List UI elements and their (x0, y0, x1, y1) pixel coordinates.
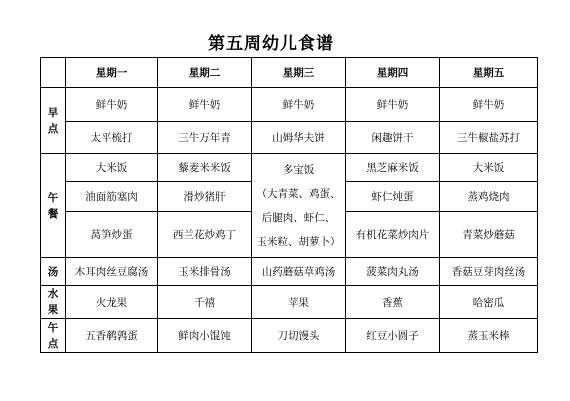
combo-line: 后腿肉、虾仁、 (261, 211, 336, 224)
snack-label: 午点 (41, 319, 66, 353)
corner-cell (41, 58, 66, 88)
soup-item: 玉米排骨汤 (158, 258, 252, 286)
page-title-text: 第五周幼儿食谱 (208, 34, 334, 54)
fruit-label: 水果 (41, 286, 66, 319)
breakfast-item: 鲜牛奶 (66, 88, 158, 122)
snack-item: 五香鹌鹑蛋 (66, 319, 158, 353)
lunch-item: 蒸鸡烧肉 (440, 182, 538, 212)
header-row (41, 58, 538, 88)
lunch-item: 有机花菜炒肉片 (346, 212, 440, 258)
soup-row (41, 258, 538, 286)
breakfast-item: 鲜牛奶 (346, 88, 440, 122)
combo-line: 多宝饭 (282, 163, 315, 176)
snack-item: 红豆小圆子 (346, 319, 440, 353)
breakfast-item: 山姆华夫饼 (252, 122, 346, 154)
soup-item: 菠菜肉丸汤 (346, 258, 440, 286)
fruit-item: 哈密瓜 (440, 286, 538, 319)
lunch-item: 黑芝麻米饭 (346, 154, 440, 182)
day-monday: 星期一 (66, 58, 158, 88)
fruit-item: 千禧 (158, 286, 252, 319)
lunch-item: 滑炒猪肝 (158, 182, 252, 212)
lunch-item: 莴笋炒蛋 (66, 212, 158, 258)
lunch-item: 虾仁炖蛋 (346, 182, 440, 212)
breakfast-item: 鲜牛奶 (158, 88, 252, 122)
day-wednesday: 星期三 (252, 58, 346, 88)
lunch-item: 藜麦米米饭 (158, 154, 252, 182)
day-tuesday: 星期二 (158, 58, 252, 88)
lunch-row-1 (41, 154, 538, 182)
combo-line: （大青菜、鸡蛋、 (256, 187, 341, 200)
breakfast-item: 三牛万年青 (158, 122, 252, 154)
combo-line: 玉米粒、胡萝卜） (256, 235, 341, 248)
lunch-item: 油面筋塞肉 (66, 182, 158, 212)
day-friday: 星期五 (440, 58, 538, 88)
lunch-item: 西兰花炒鸡丁 (158, 212, 252, 258)
breakfast-item: 鲜牛奶 (252, 88, 346, 122)
lunch-item: 大米饭 (440, 154, 538, 182)
breakfast-item: 鲜牛奶 (440, 88, 538, 122)
breakfast-row-2 (41, 122, 538, 154)
lunch-label: 午餐 (41, 154, 66, 258)
soup-item: 木耳肉丝豆腐汤 (66, 258, 158, 286)
weekly-menu-table (40, 57, 538, 353)
snack-item: 蒸玉米棒 (440, 319, 538, 353)
fruit-row (41, 286, 538, 319)
page-title (0, 29, 570, 54)
fruit-item: 香蕉 (346, 286, 440, 319)
fruit-item: 火龙果 (66, 286, 158, 319)
snack-item: 刀切馒头 (252, 319, 346, 353)
snack-row (41, 319, 538, 353)
breakfast-label: 早点 (41, 88, 66, 154)
soup-item: 香菇豆芽肉丝汤 (440, 258, 538, 286)
snack-item: 鲜肉小馄饨 (158, 319, 252, 353)
day-thursday: 星期四 (346, 58, 440, 88)
breakfast-item: 三牛椒盐苏打 (440, 122, 538, 154)
soup-item: 山药蘑菇草鸡汤 (252, 258, 346, 286)
lunch-item: 青菜炒蘑菇 (440, 212, 538, 258)
fruit-item: 苹果 (252, 286, 346, 319)
breakfast-item: 太平梳打 (66, 122, 158, 154)
soup-label: 汤 (41, 258, 66, 286)
breakfast-item: 闲趣饼干 (346, 122, 440, 154)
lunch-wednesday-combo (252, 154, 346, 258)
breakfast-row-1 (41, 88, 538, 122)
lunch-item: 大米饭 (66, 154, 158, 182)
